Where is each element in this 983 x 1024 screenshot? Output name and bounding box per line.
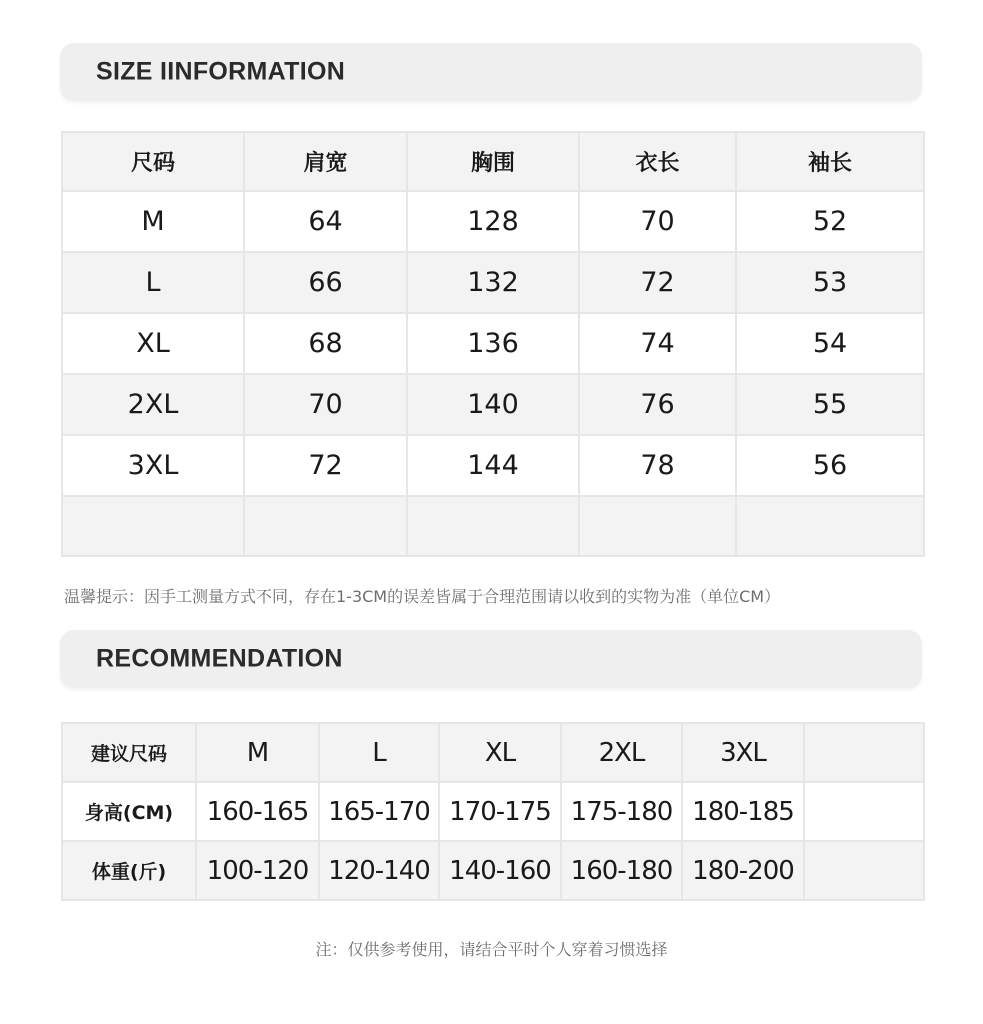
cell-shoulder: 72	[244, 435, 407, 496]
header-size: 尺码	[62, 132, 244, 191]
size-table	[61, 131, 925, 557]
cell-weight: 180-200	[682, 841, 804, 900]
header-length: 衣长	[579, 132, 736, 191]
cell-chest: 128	[407, 191, 579, 252]
cell-weight: 100-120	[196, 841, 319, 900]
size-information-title: SIZE IINFORMATION	[96, 57, 346, 86]
table-row	[62, 435, 924, 496]
recommendation-table	[61, 722, 925, 901]
cell-height: 175-180	[561, 782, 682, 841]
size-information-header	[60, 43, 922, 101]
cell-size: 3XL	[682, 723, 804, 782]
table-row	[62, 374, 924, 435]
cell-chest: 140	[407, 374, 579, 435]
cell-length: 70	[579, 191, 736, 252]
cell-length: 72	[579, 252, 736, 313]
cell-length: 78	[579, 435, 736, 496]
reference-note: 注：仅供参考使用，请结合平时个人穿着习惯选择	[315, 940, 668, 959]
header-chest: 胸围	[407, 132, 579, 191]
cell-size: 3XL	[62, 435, 244, 496]
cell-sleeve: 55	[736, 374, 924, 435]
empty-row	[62, 496, 924, 556]
recommendation-title: RECOMMENDATION	[96, 644, 343, 673]
cell-sleeve: 56	[736, 435, 924, 496]
cell-height: 165-170	[319, 782, 439, 841]
cell-size: XL	[62, 313, 244, 374]
cell-size: 2XL	[62, 374, 244, 435]
table-row	[62, 252, 924, 313]
cell-sleeve: 54	[736, 313, 924, 374]
cell-size: XL	[439, 723, 561, 782]
cell-sleeve: 52	[736, 191, 924, 252]
cell-weight: 140-160	[439, 841, 561, 900]
cell-length: 74	[579, 313, 736, 374]
height-row	[62, 782, 924, 841]
header-shoulder-width: 肩宽	[244, 132, 407, 191]
cell-weight: 160-180	[561, 841, 682, 900]
row-label-height: 身高(CM)	[62, 782, 196, 841]
weight-row	[62, 841, 924, 900]
cell-size: L	[319, 723, 439, 782]
cell-shoulder: 64	[244, 191, 407, 252]
cell-height: 160-165	[196, 782, 319, 841]
cell-sleeve: 53	[736, 252, 924, 313]
recommended-size-row	[62, 723, 924, 782]
cell-shoulder: 68	[244, 313, 407, 374]
recommendation-header	[60, 630, 922, 688]
cell-chest: 144	[407, 435, 579, 496]
cell-shoulder: 66	[244, 252, 407, 313]
cell-shoulder: 70	[244, 374, 407, 435]
size-table-header-row	[62, 132, 924, 191]
cell-size: M	[196, 723, 319, 782]
cell-chest: 132	[407, 252, 579, 313]
cell-size: M	[62, 191, 244, 252]
row-label-weight: 体重(斤)	[62, 841, 196, 900]
measurement-note: 温馨提示：因手工测量方式不同，存在1-3CM的误差皆属于合理范围请以收到的实物为准（单位CM）	[64, 587, 781, 606]
header-sleeve: 袖长	[736, 132, 924, 191]
cell-chest: 136	[407, 313, 579, 374]
cell-length: 76	[579, 374, 736, 435]
cell-size: 2XL	[561, 723, 682, 782]
cell-height: 170-175	[439, 782, 561, 841]
cell-size: L	[62, 252, 244, 313]
table-row	[62, 191, 924, 252]
row-label-recommended-size: 建议尺码	[62, 723, 196, 782]
cell-height: 180-185	[682, 782, 804, 841]
table-row	[62, 313, 924, 374]
cell-weight: 120-140	[319, 841, 439, 900]
